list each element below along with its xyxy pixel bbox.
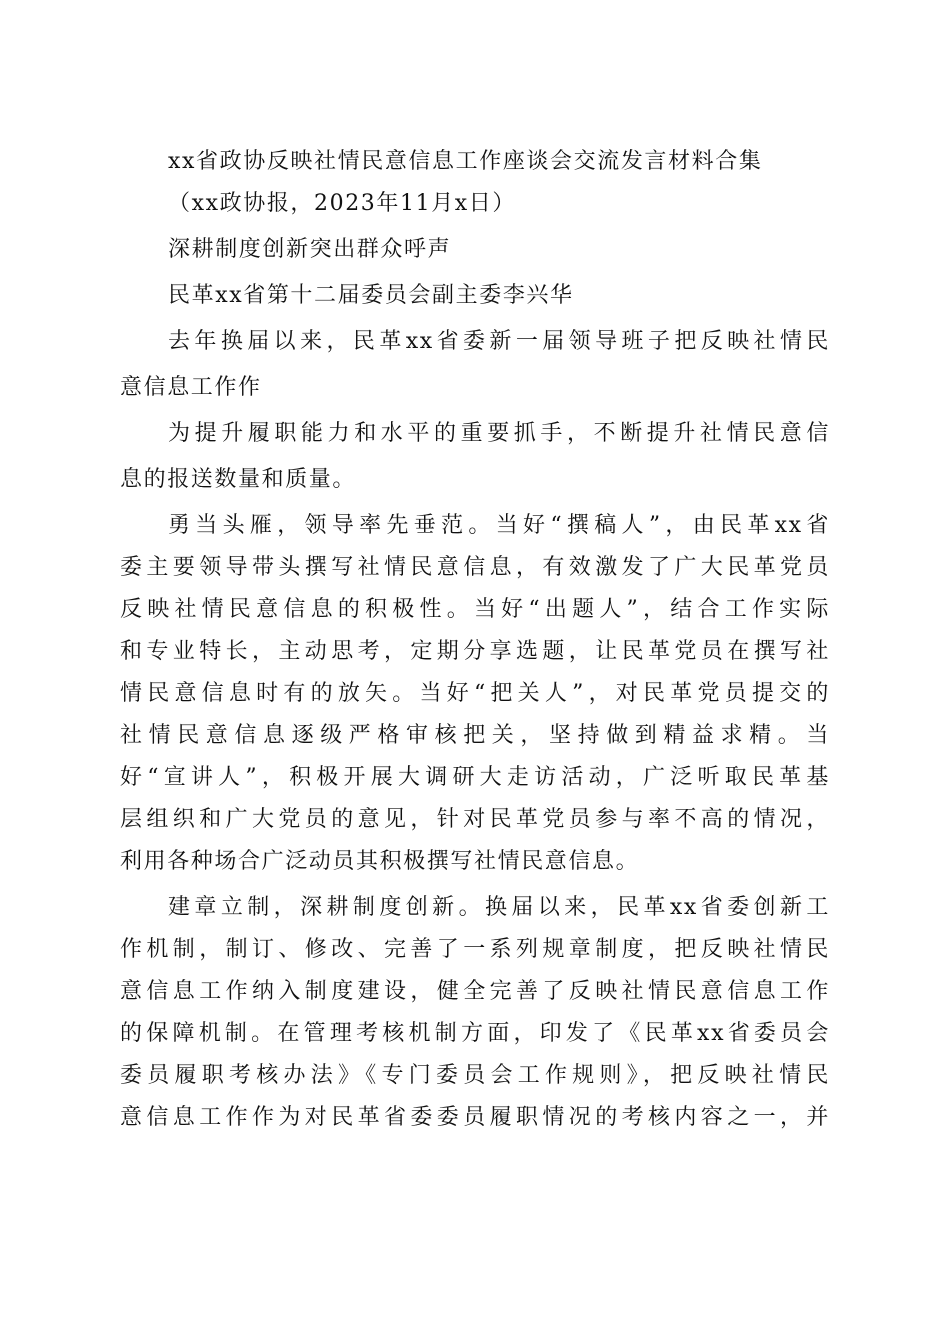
paragraph-2-line-1: 为提升履职能力和水平的重要抓手，不断提升社情民意信 (168, 421, 830, 446)
paragraph-3-line: 情民意信息时有的放矢。当好“把关人”，对民革党员提交的 (120, 681, 830, 706)
paragraph-3-line: 委主要领导带头撰写社情民意信息，有效激发了广大民革党员 (120, 555, 830, 580)
paragraph-3-line: 和专业特长，主动思考，定期分享选题，让民革党员在撰写社 (120, 639, 830, 664)
section-heading: 深耕制度创新突出群众呼声 (168, 237, 452, 262)
paragraph-4-line: 的保障机制。在管理考核机制方面，印发了《民革xx省委员会 (120, 1021, 830, 1046)
paragraph-3-line: 好“宣讲人”，积极开展大调研大走访活动，广泛听取民革基 (120, 765, 830, 790)
paragraph-4-line: 建章立制，深耕制度创新。换届以来，民革xx省委创新工 (168, 895, 830, 920)
document-source: （xx政协报，2023年11月x日） (168, 191, 517, 216)
paragraph-3-line: 反映社情民意信息的积极性。当好“出题人”，结合工作实际 (120, 597, 830, 622)
paragraph-3-line: 社情民意信息逐级严格审核把关，坚持做到精益求精。当 (120, 723, 830, 748)
paragraph-1-line-2: 意信息工作作 (120, 375, 262, 400)
paragraph-4-line: 作机制，制订、修改、完善了一系列规章制度，把反映社情民 (120, 937, 830, 962)
paragraph-3-line: 利用各种场合广泛动员其积极撰写社情民意信息。 (120, 849, 640, 874)
paragraph-4-line: 意信息工作纳入制度建设，健全完善了反映社情民意信息工作 (120, 979, 830, 1004)
author-line: 民革xx省第十二届委员会副主委李兴华 (168, 283, 574, 308)
paragraph-2-line-2: 息的报送数量和质量。 (120, 467, 357, 492)
document-title: xx省政协反映社情民意信息工作座谈会交流发言材料合集 (168, 149, 763, 174)
paragraph-4-line: 意信息工作作为对民革省委委员履职情况的考核内容之一，并 (120, 1105, 830, 1130)
document-page (120, 141, 830, 1139)
paragraph-3-line: 勇当头雁，领导率先垂范。当好“撰稿人”，由民革xx省 (168, 513, 830, 538)
paragraph-1-line-1: 去年换届以来，民革xx省委新一届领导班子把反映社情民 (168, 329, 830, 354)
paragraph-3-line: 层组织和广大党员的意见，针对民革党员参与率不高的情况， (120, 807, 830, 832)
paragraph-4-line: 委员履职考核办法》《专门委员会工作规则》，把反映社情民 (120, 1063, 830, 1088)
